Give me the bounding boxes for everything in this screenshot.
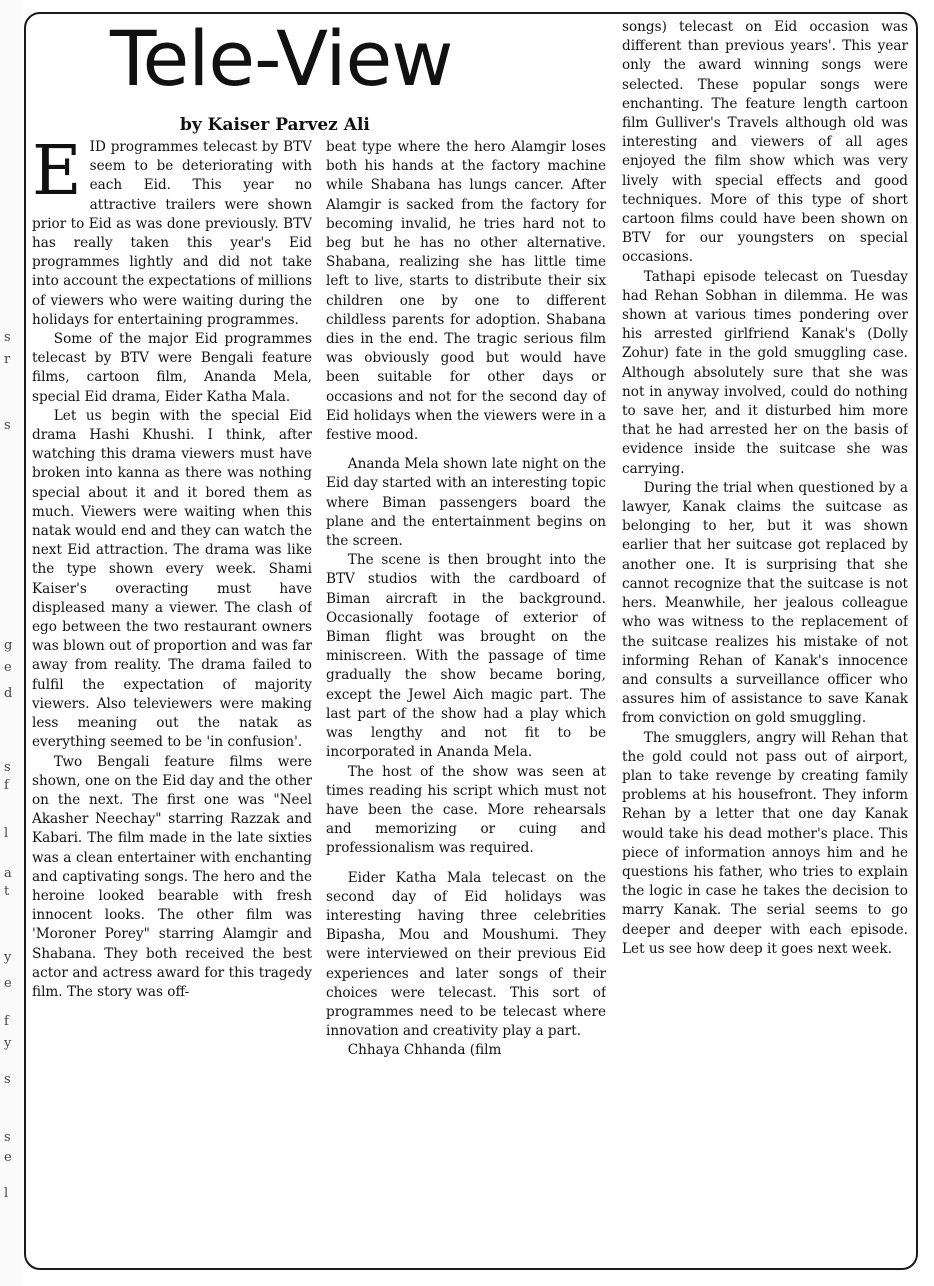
paragraph: Ananda Mela shown late night on the Eid day started with an interesting topic where Biman passengers board the plane and the entertainment begins on the screen. bbox=[326, 456, 606, 550]
paragraph: ID programmes telecast by BTV seem to be deteriorating with each Eid. This year no attractive trailers were shown prior to Eid as was done previously. BTV has really taken this year's Eid programmes lightly and did not take into account the expectations of millions of viewers who were waiting during the holidays for entertaining programmes. bbox=[32, 139, 312, 328]
paragraph: The host of the show was seen at times reading his script which must not have been the case. More rehearsals and memorizing or cuing and professionalism was required. bbox=[326, 763, 606, 857]
margin-fragment: s bbox=[4, 330, 11, 345]
margin-fragment: d bbox=[4, 686, 13, 701]
paragraph: Eider Katha Mala telecast on the second day of Eid holidays was interesting having three celebrities Bipasha, Mou and Moushumi. They were interviewed on their previous Eid experiences and later songs of their choices were telecast. This sort of programmes need to be telecast where innovation and creativity play a part. bbox=[326, 869, 606, 1040]
margin-fragment: s bbox=[4, 760, 11, 775]
margin-fragment: t bbox=[4, 884, 10, 899]
margin-fragment: y bbox=[4, 1036, 12, 1051]
article-title: Tele-View bbox=[110, 14, 453, 103]
margin-fragment: e bbox=[4, 660, 12, 675]
paragraph: songs) telecast on Eid occasion was different than previous years'. This year only the award winning songs were selected. These popular songs were enchanting. The feature length cartoon film Gulliver's Travels although old was interesting and viewers of all ages enjoyed the film show which was very lively with special effects and good techniques. More of this type of short cartoon films could have been shown on BTV for our youngsters on special occasions. bbox=[622, 19, 908, 266]
paragraph: beat type where the hero Alamgir loses both his hands at the factory machine while Shabana has lungs cancer. After Alamgir is sacked from the factory for becoming invalid, he tries hard not to beg but he has no other alternative. Shabana, realizing she has little time left to live, starts to distribute their six children one by one to different childless parents for adoption. Shabana dies in the end. The tragic serious film was obviously good but would have been suitable for other days or occasions and not for the second day of Eid holidays when the viewers were in a festive mood. bbox=[326, 139, 606, 444]
margin-fragment: s bbox=[4, 1130, 11, 1145]
column-3 bbox=[622, 18, 908, 1270]
paragraph: Two Bengali feature films were shown, one on the Eid day and the other on the next. The first one was "Neel Akasher Neechay" starring Razzak and Kabari. The film made in the late sixties was a clean entertainer with enchanting and captivating songs. The hero and the heroine looked bearable with fresh innocent looks. The other film was 'Moroner Porey" starring Alamgir and Shabana. They both received the best actor and actress award for this tragedy film. The story was off- bbox=[32, 753, 312, 1000]
drop-cap: E bbox=[32, 138, 82, 211]
margin-fragment: g bbox=[4, 638, 13, 653]
margin-fragment: f bbox=[4, 1014, 9, 1029]
margin-fragment: y bbox=[4, 950, 12, 965]
margin-fragment: s bbox=[4, 1072, 11, 1087]
margin-fragment: r bbox=[4, 352, 11, 367]
margin-fragment: a bbox=[4, 866, 12, 881]
left-margin-bleed bbox=[0, 0, 22, 1286]
margin-fragment: f bbox=[4, 778, 9, 793]
article-byline: by Kaiser Parvez Ali bbox=[180, 115, 370, 135]
paragraph: During the trial when questioned by a lawyer, Kanak claims the suitcase as belonging to her, but it was shown earlier that her suitcase got replaced by another one. It is surprising that she cannot recognize that the suitcase is not hers. Meanwhile, her jealous colleague who was witness to the replacement of the suitcase realizes his mistake of not informing Rehan of Kanak's innocence and consults a surveillance officer who assures him of assistance to save Kanak from conviction on gold smuggling. bbox=[622, 479, 908, 727]
margin-fragment: l bbox=[4, 826, 9, 841]
margin-fragment: l bbox=[4, 1186, 9, 1201]
paragraph: Some of the major Eid programmes telecast by BTV were Bengali feature films, cartoon film, Ananda Mela, special Eid drama, Eider Katha Mala. bbox=[32, 331, 312, 405]
paragraph: Tathapi episode telecast on Tuesday had Rehan Sobhan in dilemma. He was shown at various times pondering over his arrested girlfriend Kanak's (Dolly Zohur) fate in the gold smuggling case. Although absolutely sure that she was not in anyway involved, could do nothing to save her, and it disturbed him more that he had arrested her on the basis of evidence inside the suitcase she was carrying. bbox=[622, 268, 908, 477]
margin-fragment: e bbox=[4, 1150, 12, 1165]
paragraph: The scene is then brought into the BTV studios with the cardboard of Biman aircraft in the background. Occasionally footage of exterior of Biman flight was brought on the miniscreen. With the passage of time gradually the show became boring, except the Jewel Aich magic part. The last part of the show had a play which was lengthy and not fit to be incorporated in Ananda Mela. bbox=[326, 552, 606, 761]
column-1 bbox=[32, 138, 312, 1276]
paragraph: Let us begin with the special Eid drama Hashi Khushi. I think, after watching this drama viewers must have broken into kanna as there was nothing special about it and it bored them as much. Viewers were waiting when this natak would end and they can watch the next Eid attraction. The drama was like the type shown every week. Shami Kaiser's overacting must have displeased many a viewer. The clash of ego between the two restaurant owners was blown out of proportion and was far away from reality. The drama failed to fulfil the expectation of majority viewers. Also televiewers were making less meaning out the natak as everything seemed to be 'in confusion'. bbox=[32, 407, 312, 751]
column-2 bbox=[326, 138, 606, 1276]
paragraph: The smugglers, angry will Rehan that the gold could not pass out of airport, plan to take revenge by creating family problems at his housefront. They inform Rehan by a letter that one day Kanak would take his dead mother's place. This piece of information annoys him and he questions his father, who tries to explain the logic in case he takes the decision to marry Kanak. The serial seems to go deeper and deeper with each episode. Let us see how deep it goes next week. bbox=[622, 729, 908, 957]
paragraph: Chhaya Chhanda (film bbox=[347, 1042, 502, 1059]
margin-fragment: e bbox=[4, 976, 12, 991]
margin-fragment: s bbox=[4, 418, 11, 433]
